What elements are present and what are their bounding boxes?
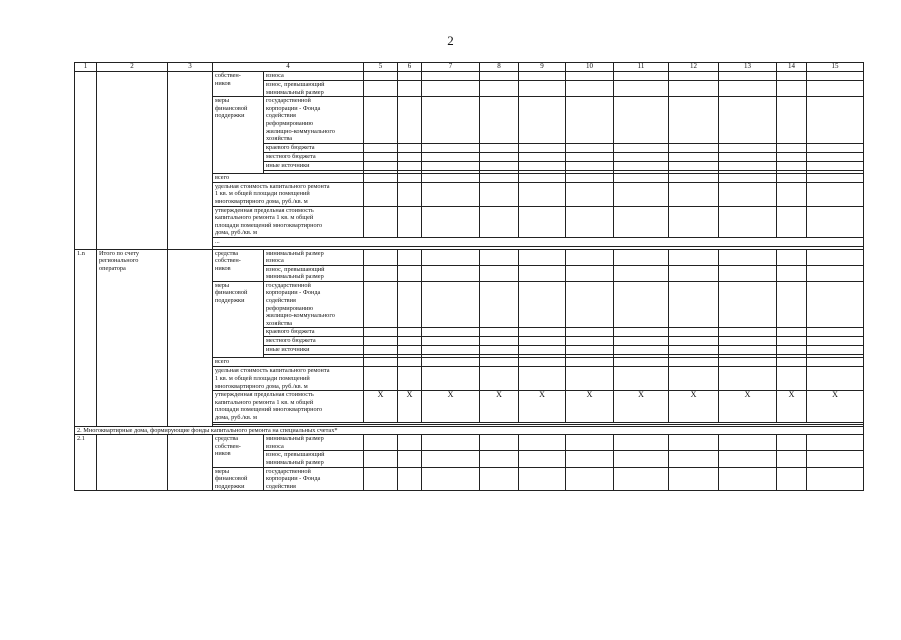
value-cell xyxy=(566,161,614,170)
value-cell xyxy=(614,467,669,491)
value-cell xyxy=(480,143,519,152)
value-cell xyxy=(364,451,398,467)
column-header: 6 xyxy=(398,63,422,72)
value-cell xyxy=(669,143,719,152)
value-cell xyxy=(422,249,480,265)
unit-cost-label: удельная стоимость капитального ремонта 1 кв. м общей площади помещений многоквартирного дома, руб./кв. м xyxy=(213,182,364,206)
value-cell xyxy=(669,358,719,367)
value-cell xyxy=(669,152,719,161)
funding-item-label: минимальный размер взноса xyxy=(264,249,364,265)
value-cell xyxy=(669,281,719,328)
value-cell xyxy=(398,152,422,161)
value-cell xyxy=(669,337,719,346)
value-cell xyxy=(777,97,807,144)
value-cell xyxy=(566,367,614,391)
value-cell xyxy=(566,206,614,237)
value-cell xyxy=(566,265,614,281)
value-cell xyxy=(719,367,777,391)
value-cell xyxy=(566,328,614,337)
value-cell xyxy=(807,72,864,81)
value-cell xyxy=(807,152,864,161)
x-mark-cell: X xyxy=(519,391,566,422)
x-mark-cell: X xyxy=(422,391,480,422)
value-cell xyxy=(480,451,519,467)
funding-item-label: иные источники xyxy=(264,346,364,355)
value-cell xyxy=(519,152,566,161)
value-cell xyxy=(719,467,777,491)
value-cell xyxy=(566,467,614,491)
x-mark-cell: X xyxy=(807,391,864,422)
value-cell xyxy=(398,451,422,467)
value-cell xyxy=(480,435,519,451)
value-cell xyxy=(480,206,519,237)
funding-item-label: взнос, превышающий минимальный размер xyxy=(264,451,364,467)
value-cell xyxy=(422,72,480,81)
table-row xyxy=(75,72,864,81)
value-cell xyxy=(480,249,519,265)
value-cell xyxy=(519,281,566,328)
value-cell xyxy=(807,265,864,281)
value-cell xyxy=(807,281,864,328)
value-cell xyxy=(519,72,566,81)
value-cell xyxy=(422,143,480,152)
value-cell xyxy=(398,328,422,337)
x-mark-cell: X xyxy=(480,391,519,422)
value-cell xyxy=(519,467,566,491)
value-cell xyxy=(719,265,777,281)
value-cell xyxy=(398,72,422,81)
value-cell xyxy=(777,358,807,367)
value-cell xyxy=(669,81,719,97)
total-label: всего xyxy=(213,358,364,367)
value-cell xyxy=(566,249,614,265)
value-cell xyxy=(519,161,566,170)
value-cell xyxy=(719,206,777,237)
value-cell xyxy=(566,97,614,144)
value-cell xyxy=(807,81,864,97)
value-cell xyxy=(422,161,480,170)
x-mark-cell: X xyxy=(566,391,614,422)
value-cell xyxy=(614,72,669,81)
value-cell xyxy=(777,346,807,355)
value-cell xyxy=(364,97,398,144)
col3-cell xyxy=(168,249,213,426)
value-cell xyxy=(519,337,566,346)
funding-source-label: средства собствен- ников xyxy=(213,435,264,467)
column-header: 1 xyxy=(75,63,97,72)
value-cell xyxy=(422,265,480,281)
value-cell xyxy=(519,265,566,281)
value-cell xyxy=(614,358,669,367)
value-cell xyxy=(807,435,864,451)
funding-source-label: собствен- ников xyxy=(213,72,264,97)
value-cell xyxy=(614,435,669,451)
limit-cost-label: утвержденная предельная стоимость капитального ремонта 1 кв. м общей площади помещений многоквартирного дома, руб./кв. м xyxy=(213,206,364,237)
value-cell xyxy=(669,451,719,467)
value-cell xyxy=(519,143,566,152)
value-cell xyxy=(614,161,669,170)
column-header: 2 xyxy=(97,63,168,72)
value-cell xyxy=(669,367,719,391)
funding-item-label: взноса xyxy=(264,72,364,81)
funding-item-label: местного бюджета xyxy=(264,337,364,346)
column-header: 4 xyxy=(213,63,364,72)
funding-source-label: меры финансовой поддержки xyxy=(213,467,264,491)
value-cell xyxy=(422,152,480,161)
table-row xyxy=(75,426,864,435)
value-cell xyxy=(566,346,614,355)
value-cell xyxy=(398,182,422,206)
value-cell xyxy=(614,367,669,391)
value-cell xyxy=(364,81,398,97)
value-cell xyxy=(669,161,719,170)
row-name: Итого по счету регионального оператора xyxy=(97,249,168,426)
value-cell xyxy=(480,281,519,328)
x-mark-cell: X xyxy=(719,391,777,422)
funding-item-label: краевого бюджета xyxy=(264,328,364,337)
value-cell xyxy=(807,467,864,491)
num-cell xyxy=(75,72,97,250)
table-row xyxy=(75,435,864,451)
value-cell xyxy=(777,152,807,161)
value-cell xyxy=(719,81,777,97)
value-cell xyxy=(669,467,719,491)
funding-item-label: иные источники xyxy=(264,161,364,170)
value-cell xyxy=(566,182,614,206)
value-cell xyxy=(719,97,777,144)
value-cell xyxy=(480,358,519,367)
value-cell xyxy=(807,97,864,144)
value-cell xyxy=(614,97,669,144)
value-cell xyxy=(519,81,566,97)
value-cell xyxy=(669,72,719,81)
value-cell xyxy=(519,358,566,367)
value-cell xyxy=(480,346,519,355)
value-cell xyxy=(566,173,614,182)
value-cell xyxy=(669,435,719,451)
value-cell xyxy=(719,182,777,206)
value-cell xyxy=(807,143,864,152)
value-cell xyxy=(807,249,864,265)
value-cell xyxy=(480,161,519,170)
value-cell xyxy=(398,337,422,346)
row-number: 2.1 xyxy=(75,435,97,491)
value-cell xyxy=(398,367,422,391)
value-cell xyxy=(566,358,614,367)
value-cell xyxy=(519,346,566,355)
funding-item-label: местного бюджета xyxy=(264,152,364,161)
value-cell xyxy=(807,337,864,346)
value-cell xyxy=(807,206,864,237)
value-cell xyxy=(566,81,614,97)
page-number: 2 xyxy=(447,33,454,48)
value-cell xyxy=(719,435,777,451)
value-cell xyxy=(614,281,669,328)
value-cell xyxy=(398,358,422,367)
funding-item-label: краевого бюджета xyxy=(264,143,364,152)
value-cell xyxy=(364,182,398,206)
value-cell xyxy=(719,152,777,161)
value-cell xyxy=(614,206,669,237)
value-cell xyxy=(719,161,777,170)
value-cell xyxy=(777,173,807,182)
name-cell xyxy=(97,72,168,250)
value-cell xyxy=(719,451,777,467)
value-cell xyxy=(719,281,777,328)
x-mark-cell: X xyxy=(669,391,719,422)
value-cell xyxy=(364,265,398,281)
value-cell xyxy=(519,451,566,467)
value-cell xyxy=(422,182,480,206)
funding-item-label: взнос, превышающий минимальный размер xyxy=(264,81,364,97)
column-header: 7 xyxy=(422,63,480,72)
value-cell xyxy=(777,161,807,170)
table-row xyxy=(75,63,864,72)
x-mark-cell: X xyxy=(398,391,422,422)
value-cell xyxy=(566,143,614,152)
value-cell xyxy=(398,81,422,97)
value-cell xyxy=(566,152,614,161)
funding-item-label: государственной корпорации - Фонда содействия xyxy=(264,467,364,491)
value-cell xyxy=(614,346,669,355)
column-header: 12 xyxy=(669,63,719,72)
value-cell xyxy=(719,143,777,152)
value-cell xyxy=(566,435,614,451)
value-cell xyxy=(422,358,480,367)
value-cell xyxy=(777,435,807,451)
value-cell xyxy=(398,281,422,328)
value-cell xyxy=(777,337,807,346)
value-cell xyxy=(422,97,480,144)
value-cell xyxy=(807,451,864,467)
value-cell xyxy=(398,173,422,182)
value-cell xyxy=(614,451,669,467)
value-cell xyxy=(777,143,807,152)
value-cell xyxy=(480,367,519,391)
value-cell xyxy=(719,358,777,367)
value-cell xyxy=(614,265,669,281)
value-cell xyxy=(398,467,422,491)
value-cell xyxy=(807,328,864,337)
value-cell xyxy=(519,182,566,206)
value-cell xyxy=(669,206,719,237)
unit-cost-label: удельная стоимость капитального ремонта 1 кв. м общей площади помещений многоквартирного дома, руб./кв. м xyxy=(213,367,364,391)
value-cell xyxy=(566,281,614,328)
value-cell xyxy=(398,161,422,170)
value-cell xyxy=(519,435,566,451)
value-cell xyxy=(807,161,864,170)
limit-cost-label: утвержденная предельная стоимость капитального ремонта 1 кв. м общей площади помещений многоквартирного дома, руб./кв. м xyxy=(213,391,364,422)
value-cell xyxy=(398,143,422,152)
value-cell xyxy=(777,249,807,265)
value-cell xyxy=(719,328,777,337)
value-cell xyxy=(398,346,422,355)
value-cell xyxy=(422,367,480,391)
col3-cell xyxy=(168,72,213,250)
value-cell xyxy=(398,206,422,237)
value-cell xyxy=(364,206,398,237)
value-cell xyxy=(566,451,614,467)
column-header: 10 xyxy=(566,63,614,72)
value-cell xyxy=(364,72,398,81)
column-header: 5 xyxy=(364,63,398,72)
column-header: 13 xyxy=(719,63,777,72)
value-cell xyxy=(807,346,864,355)
value-cell xyxy=(398,249,422,265)
value-cell xyxy=(364,328,398,337)
value-cell xyxy=(480,152,519,161)
value-cell xyxy=(614,337,669,346)
value-cell xyxy=(364,367,398,391)
value-cell xyxy=(364,346,398,355)
capital-repair-table xyxy=(74,62,864,491)
value-cell xyxy=(364,152,398,161)
value-cell xyxy=(422,337,480,346)
value-cell xyxy=(566,72,614,81)
value-cell xyxy=(719,337,777,346)
value-cell xyxy=(480,173,519,182)
value-cell xyxy=(669,249,719,265)
value-cell xyxy=(777,451,807,467)
column-header: 8 xyxy=(480,63,519,72)
value-cell xyxy=(614,81,669,97)
value-cell xyxy=(519,328,566,337)
value-cell xyxy=(480,81,519,97)
value-cell xyxy=(669,173,719,182)
value-cell xyxy=(807,358,864,367)
value-cell xyxy=(422,435,480,451)
value-cell xyxy=(422,451,480,467)
value-cell xyxy=(719,249,777,265)
value-cell xyxy=(614,249,669,265)
funding-item-label: минимальный размер взноса xyxy=(264,435,364,451)
x-mark-cell: X xyxy=(364,391,398,422)
value-cell xyxy=(669,265,719,281)
value-cell xyxy=(807,182,864,206)
row-name xyxy=(97,435,168,491)
value-cell xyxy=(422,206,480,237)
value-cell xyxy=(480,97,519,144)
value-cell xyxy=(777,328,807,337)
value-cell xyxy=(480,337,519,346)
value-cell xyxy=(669,97,719,144)
value-cell xyxy=(480,182,519,206)
value-cell xyxy=(669,328,719,337)
value-cell xyxy=(807,173,864,182)
funding-source-label: меры финансовой поддержки xyxy=(213,281,264,358)
column-header: 15 xyxy=(807,63,864,72)
value-cell xyxy=(719,72,777,81)
value-cell xyxy=(614,152,669,161)
section-heading: 2. Многоквартирные дома, формирующие фонды капитального ремонта на специальных счетах* xyxy=(75,426,864,435)
value-cell xyxy=(719,173,777,182)
value-cell xyxy=(422,467,480,491)
value-cell xyxy=(398,435,422,451)
value-cell xyxy=(398,97,422,144)
funding-item-label: государственной корпорации - Фонда содействия реформированию жилищно-коммунального хозяйства xyxy=(264,281,364,328)
value-cell xyxy=(398,265,422,281)
value-cell xyxy=(777,281,807,328)
x-mark-cell: X xyxy=(614,391,669,422)
value-cell xyxy=(566,337,614,346)
x-mark-cell: X xyxy=(777,391,807,422)
value-cell xyxy=(480,72,519,81)
value-cell xyxy=(777,81,807,97)
value-cell xyxy=(719,346,777,355)
value-cell xyxy=(364,358,398,367)
col3-cell xyxy=(168,435,213,491)
column-header: 14 xyxy=(777,63,807,72)
value-cell xyxy=(364,337,398,346)
funding-item-label: государственной корпорации - Фонда содействия реформированию жилищно-коммунального хозяйства xyxy=(264,97,364,144)
value-cell xyxy=(364,435,398,451)
value-cell xyxy=(519,206,566,237)
value-cell xyxy=(669,182,719,206)
value-cell xyxy=(480,467,519,491)
column-header: 9 xyxy=(519,63,566,72)
ellipsis-row: ... xyxy=(213,237,864,246)
total-label: всего xyxy=(213,173,364,182)
value-cell xyxy=(614,182,669,206)
value-cell xyxy=(422,346,480,355)
value-cell xyxy=(519,173,566,182)
value-cell xyxy=(519,97,566,144)
value-cell xyxy=(777,265,807,281)
value-cell xyxy=(364,143,398,152)
value-cell xyxy=(422,281,480,328)
value-cell xyxy=(519,249,566,265)
value-cell xyxy=(777,367,807,391)
funding-source-label: меры финансовой поддержки xyxy=(213,97,264,174)
value-cell xyxy=(364,161,398,170)
row-number: 1.n xyxy=(75,249,97,426)
funding-item-label: взнос, превышающий минимальный размер xyxy=(264,265,364,281)
column-header: 11 xyxy=(614,63,669,72)
value-cell xyxy=(364,281,398,328)
value-cell xyxy=(777,467,807,491)
value-cell xyxy=(364,173,398,182)
value-cell xyxy=(777,182,807,206)
value-cell xyxy=(422,328,480,337)
value-cell xyxy=(480,265,519,281)
value-cell xyxy=(669,346,719,355)
value-cell xyxy=(777,206,807,237)
value-cell xyxy=(614,328,669,337)
table-row xyxy=(75,249,864,265)
column-header: 3 xyxy=(168,63,213,72)
funding-source-label: средства собствен- ников xyxy=(213,249,264,281)
value-cell xyxy=(807,367,864,391)
value-cell xyxy=(614,143,669,152)
value-cell xyxy=(422,173,480,182)
value-cell xyxy=(480,328,519,337)
value-cell xyxy=(364,249,398,265)
value-cell xyxy=(364,467,398,491)
value-cell xyxy=(519,367,566,391)
value-cell xyxy=(422,81,480,97)
value-cell xyxy=(777,72,807,81)
value-cell xyxy=(614,173,669,182)
